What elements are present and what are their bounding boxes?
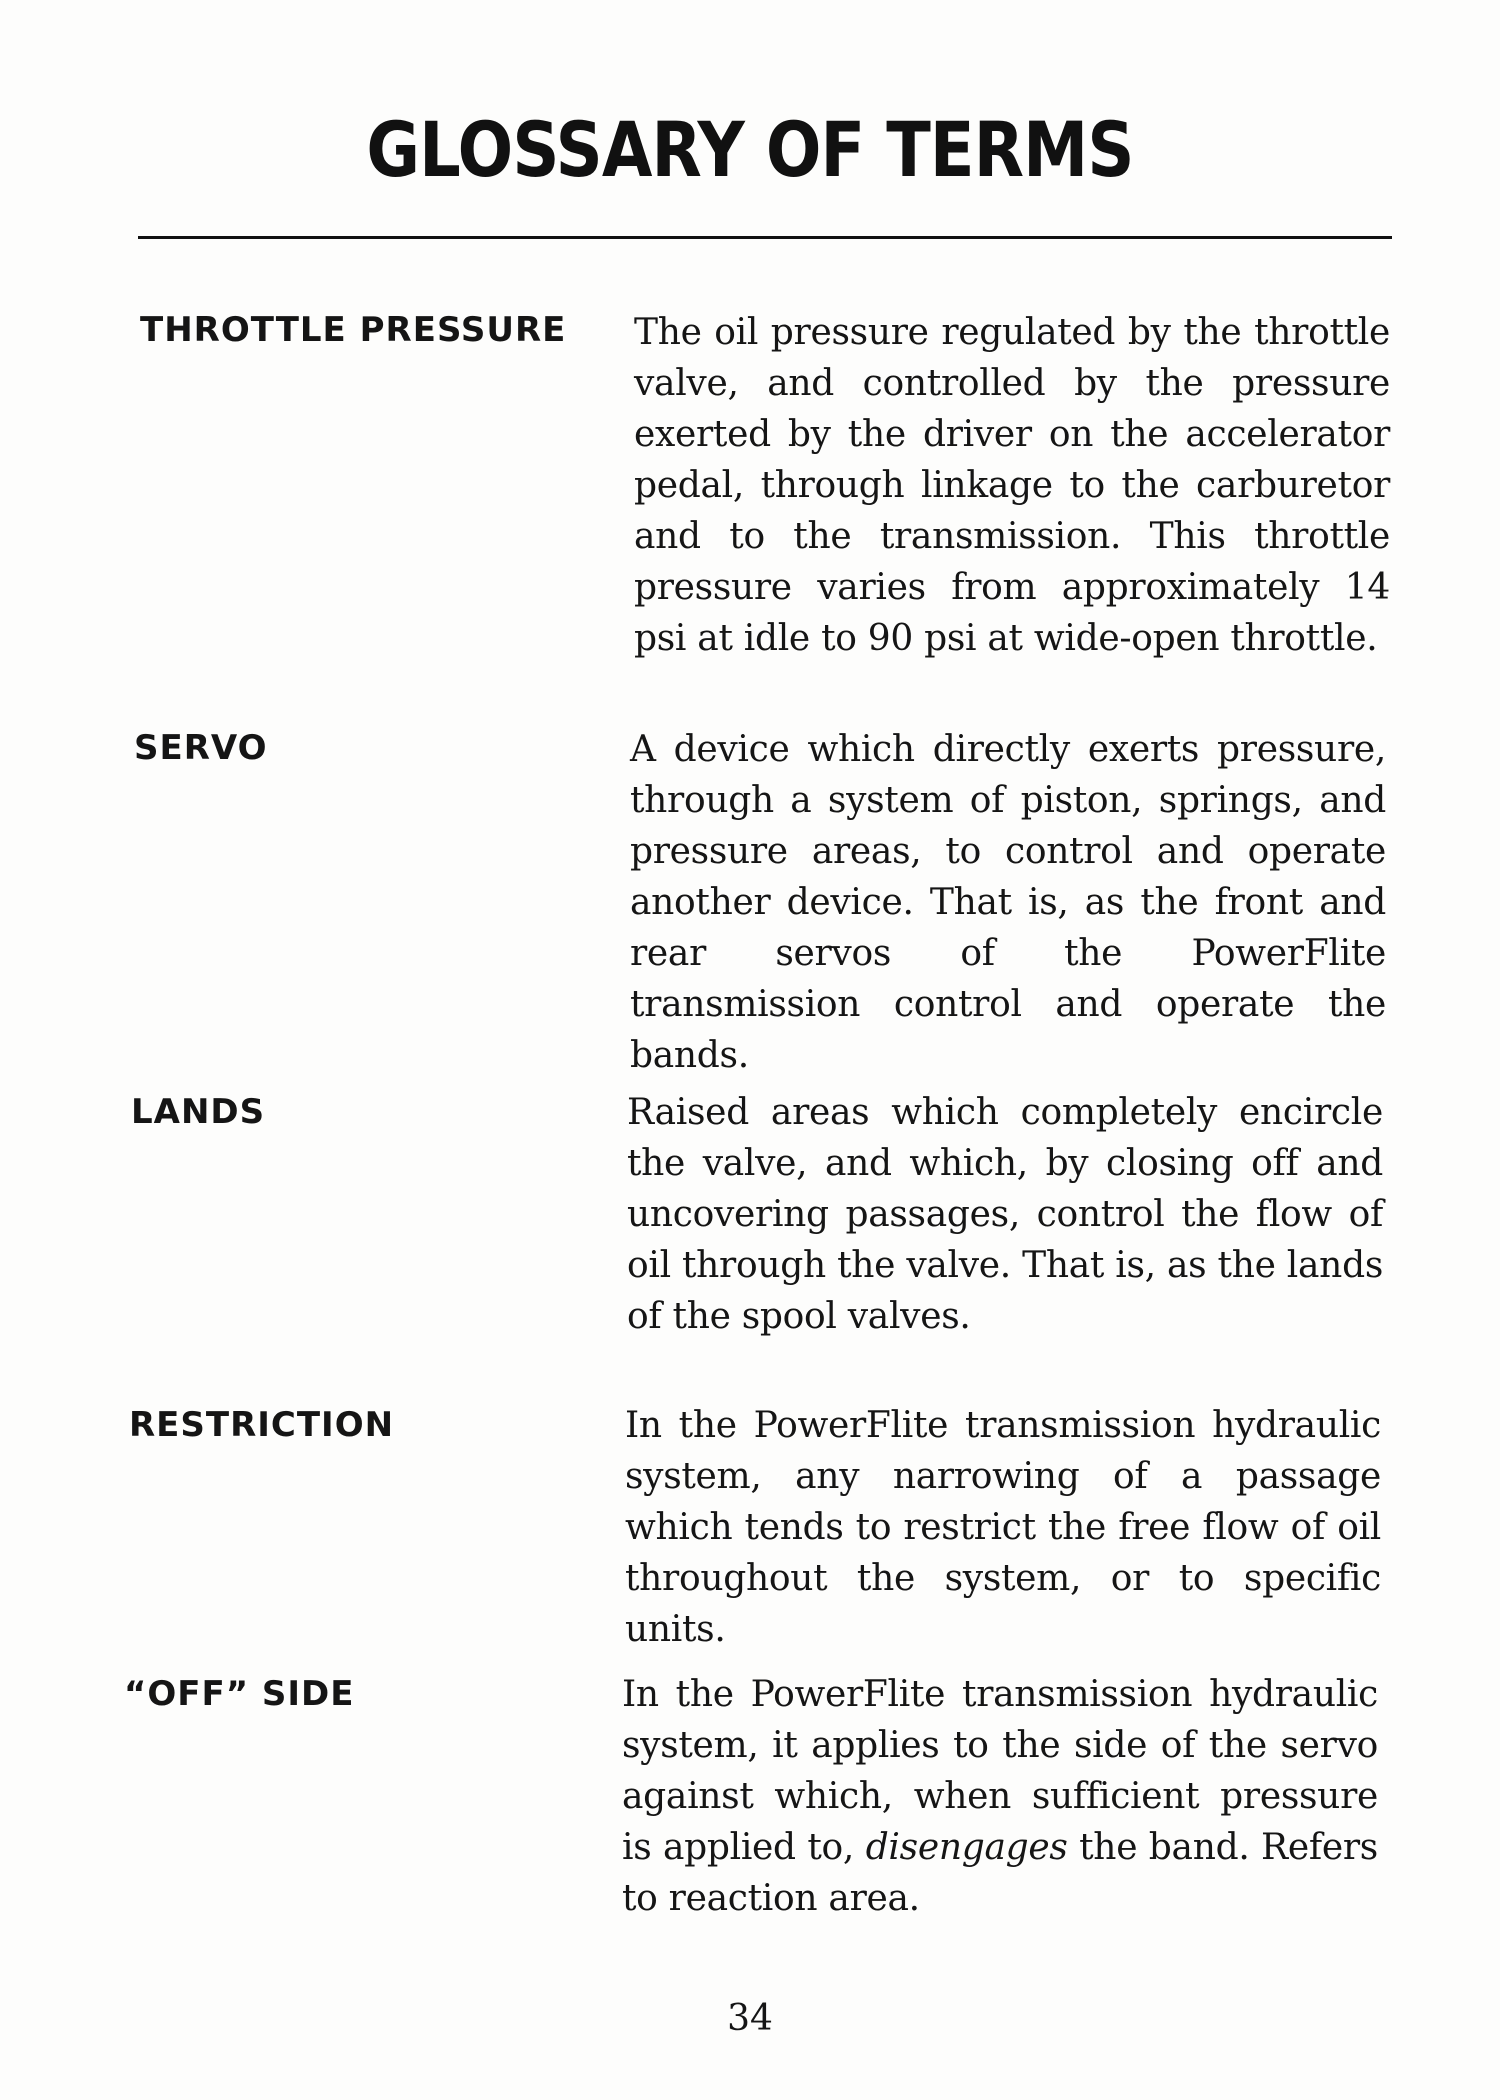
glossary-term: RESTRICTION — [129, 1405, 395, 1445]
page-title: GLOSSARY OF TERMS — [366, 105, 1134, 194]
glossary-definition: In the PowerFlite transmission hydraulic system, any narrowing of a passage which tends to restrict the free flow of oil throughout the system, or to specific units. — [625, 1405, 1381, 1650]
glossary-term: THROTTLE PRESSURE — [140, 310, 567, 350]
title-divider — [138, 236, 1392, 239]
definition-emphasis: disengages — [865, 1827, 1068, 1868]
glossary-definition: Raised areas which completely encircle the valve, and which, by closing off and uncovering passages, control the flow of oil through the valve. That is, as the lands of the spool valves. — [627, 1092, 1383, 1337]
definition-text: In the PowerFlite transmission hydraulic system, it applies to the side of the servo against which, when sufficient pressure is applied to, — [622, 1674, 1378, 1868]
glossary-term: “OFF” SIDE — [124, 1674, 355, 1714]
glossary-definition: The oil pressure regulated by the throttle valve, and controlled by the pressure exerted by the driver on the accelerator pedal, through linkage to the carburetor and to the transmission. This throttle pressure varies from approximately 14 psi at idle to 90 psi at wide-open throttle. — [634, 312, 1390, 659]
glossary-definition — [622, 1669, 1378, 1924]
glossary-definition: A device which directly exerts pressure, through a system of piston, springs, and pressure areas, to control and operate another device. That is, as the front and rear servos of the PowerFlite transmission control and operate the bands. — [630, 729, 1386, 1076]
glossary-term: LANDS — [131, 1092, 266, 1132]
glossary-term: SERVO — [134, 728, 268, 768]
definition-text: the band. Refers to reaction area. — [622, 1827, 1378, 1919]
page-number: 34 — [727, 1998, 773, 2039]
